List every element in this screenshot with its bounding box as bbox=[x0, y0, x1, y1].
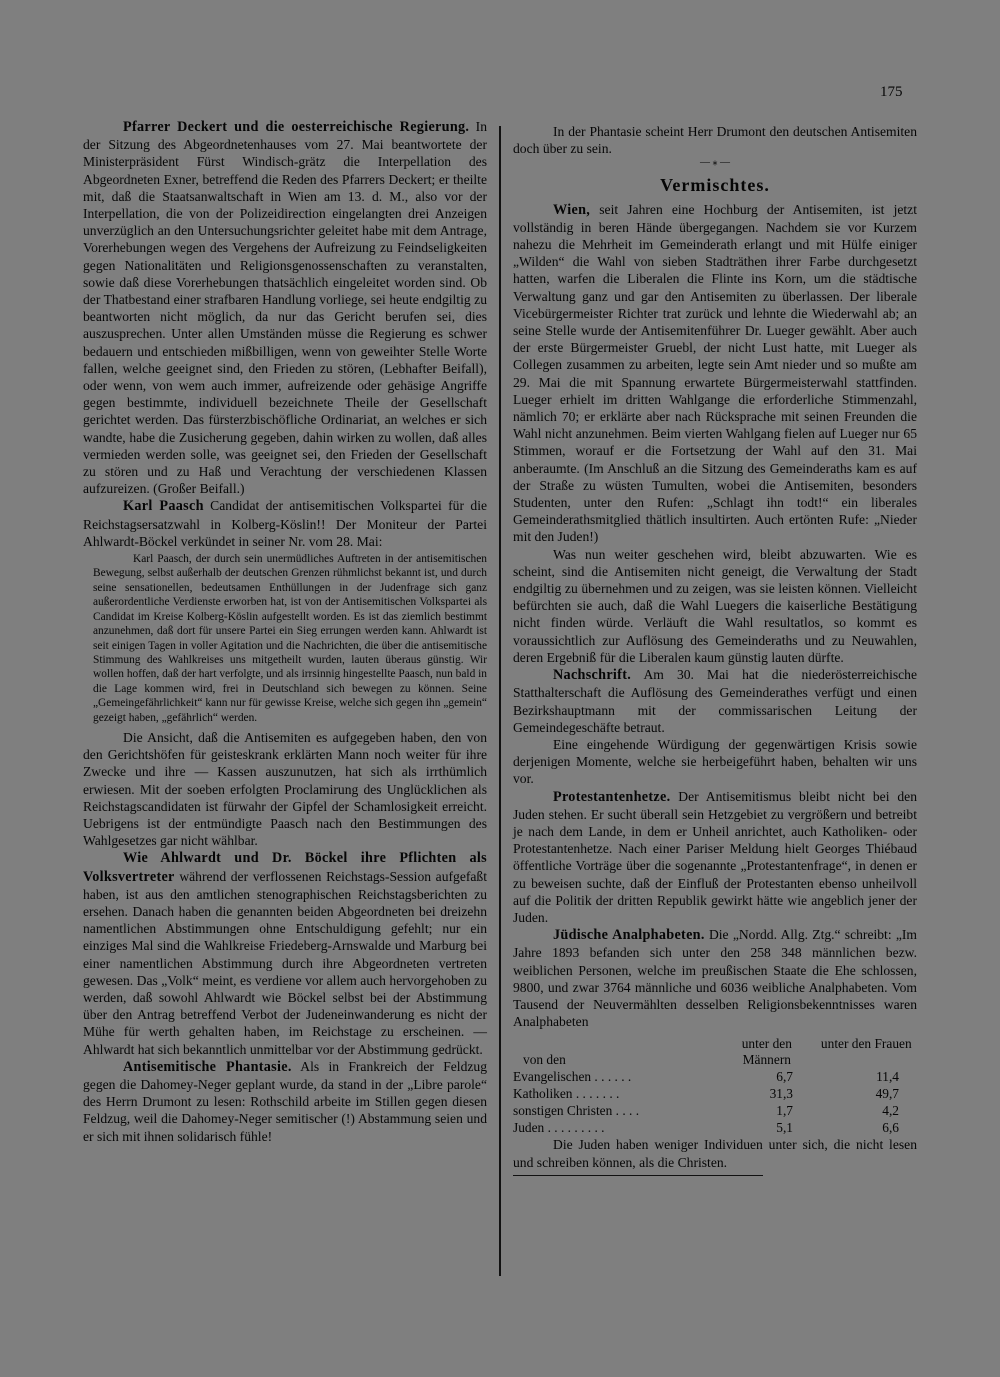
table-cell: 4,2 bbox=[882, 1103, 899, 1119]
table-row bbox=[513, 1068, 917, 1085]
article-body: Als in Frankreich der Feldzug gegen die Dahomey-Neger geplant wurde, da stand in der „Libre parole“ des Herrn Drumont zu lesen: Rothschild arbeite im Stillen gegen diesen Feldzug, weil die Dahomey-Neger semitischer (!) Abstammung seien und er sich mit ihnen solidarisch fühle! bbox=[83, 1058, 487, 1144]
article-paragraph: Was nun weiter geschehen wird, bleibt abzuwarten. Wie es scheint, sind die Antisemiten nicht geneigt, die Verwaltung der Stadt endgiltig zu übernehmen und zu zeigen, was sie leisten können. Vielleicht befürchten sie auch, daß die Wahl Luegers die kaiserliche Bestätigung nicht finden würde. Verläuft die Wahl resultatlos, so kommt es voraussichtlich zur Auflösung des Gemeinderaths und zu Neuwahlen, deren Ergebniß für die Liberalen kaum günstig lauten dürfte. bbox=[513, 546, 917, 665]
article-phantasie bbox=[83, 1058, 487, 1145]
table-header-cell: von den bbox=[523, 1052, 566, 1068]
table-cell: 6,7 bbox=[776, 1069, 793, 1085]
table-row bbox=[513, 1102, 917, 1119]
article-paragraph: Die Ansicht, daß die Antisemiten es aufgegeben haben, den von den Gerichtshöfen für geisteskrank erklärten Mann noch weiter für ihre Zwecke und ihre — Kassen auszunutzen, hat sich als irrthümlich erwiesen. Mit der soeben erfolgten Proclamirung des Unglücklichen als Reichstagscandidaten ist fürwahr der Gipfel der Schamlosigkeit erreicht. Uebrigens ist der entmündigte Paasch nach den Bestimmungen des Wahlgesetzes gar nicht wählbar. bbox=[83, 729, 487, 849]
article-paragraph: Die Juden haben weniger Individuen unter sich, die nicht lesen und schreiben können, als die Christen. bbox=[513, 1137, 917, 1170]
article-heading: Nachschrift. bbox=[553, 667, 632, 684]
article-heading: Protestantenhetze. bbox=[553, 788, 671, 805]
table-header-cell: unter den Männern bbox=[741, 1036, 792, 1068]
article-body: Der Antisemitismus bleibt nicht bei den Juden stehen. Er sucht überall sein Hetzgebiet zu vergrößern und betreibt je nach dem Lande, in dem er Unheil anrichtet, auch Katholiken- oder Protestantenhetze. Nach einer Pariser Meldung hielt Georges Thiébaud öffentliche Vorträge über die sogenannte „Protestantenfrage“, in denen er zu beweisen suchte, daß der Einfluß der Protestanten ebenso unheilvoll auf die Politik der dritten Republik gewirkt hätte wie angeblich jener der Juden. bbox=[513, 788, 917, 925]
article-body: während der verflossenen Reichstags-Session aufgefaßt haben, ist aus den amtlichen stenographischen Reichstagsberichten zu ersehen. Danach haben die genannten beiden Abgeordneten bei dreizehn namentlichen Abstimmungen ohne Entschuldigung gefehlt; nur ein einziges Mal sind die Wahlkreise Friedeberg-Arnswalde und Marburg bei einer namentlichen Abstimmung durch ihre Abgeordneten vertreten gewesen. Das „Volk“ meint, es verdiene vor allem auch hervorgehoben zu werden, daß sowohl Ahlwardt wie Böckel selbst bei der Abstimmung über den Antrag betreffend Verbot der Judeneinwanderung es nicht der Mühe für werth gehalten haben, im Reichstage zu erscheinen. — Ahlwardt hat sich bekanntlich unmittelbar vor der Abstimmung gedrückt. bbox=[83, 868, 487, 1057]
right-column bbox=[513, 123, 917, 1176]
article-heading: Antisemitische Phantasie. bbox=[123, 1058, 292, 1075]
table-cell: 5,1 bbox=[776, 1120, 793, 1136]
article-analphabeten bbox=[513, 926, 917, 1030]
article-body: In der Sitzung des Abgeordnetenhauses vom 27. Mai beantwortete der Ministerpräsident Fürst Windisch-grätz die Interpellation des Abgeordneten Exner, betreffend die Reden des Pfarrers Deckert; er theilte mit, daß die Staatsanwaltschaft in Wien am 13. d. M., also vor der Interpellation, die von der Polizeidirection eingelangten drei Anzeigen unverzüglich an den Untersuchungsrichter geleitet habe mit dem Antrage, Vorerhebungen wegen des Vergehens der Aufreizung zu Feindseligkeiten gegen Nationalitäten und Religionsgenossenschaften zu veranstalten, sowie daß diese Vorerhebungen thatsächlich eingeleitet worden sind. Ob der Thatbestand einer strafbaren Handlung vorliege, sei heute endgiltig zu beantworten nicht möglich, da nur das Gericht berufen sei, dies auszusprechen. Unter allen Umständen müsse die Regierung es schwer bedauern und entschieden mißbilligen, wenn von geweihter Stelle Worte fallen, welche geeignet sind, den Frieden zu stören, (Lebhafter Beifall), oder wenn, von wem auch immer, aufreizende oder gehäsige Angriffe gegen bestimmte, individuell bezeichnete Theile der Gesellschaft gerichtet werden. Das fürsterzbischöfliche Ordinariat, an welches er sich wandte, habe die Zusicherung gegeben, dahin wirken zu wollen, daß alles vermieden werden solle, was geeignet sei, den Frieden der Gesellschaft zu stören und zu Haß und Verachtung der verschiedenen Klassen aufzureizen. (Großer Beifall.) bbox=[83, 119, 487, 497]
table-cell: 31,3 bbox=[769, 1086, 793, 1102]
article-paragraph: Eine eingehende Würdigung der gegenwärtigen Krisis sowie derjenigen Momente, welche sie herbeigeführt haben, behalten wir uns vor. bbox=[513, 736, 917, 787]
table-row bbox=[513, 1085, 917, 1102]
article-heading: Jüdische Analphabeten. bbox=[553, 927, 705, 944]
article-heading: Pfarrer Deckert und die oesterreichische Regierung. bbox=[123, 119, 470, 135]
article-heading: Wien, bbox=[553, 201, 591, 218]
table-cell: Katholiken . . . . . . . bbox=[513, 1086, 620, 1102]
end-rule bbox=[513, 1175, 763, 1176]
article-paasch bbox=[83, 497, 487, 550]
article-ahlwardt-boeckel bbox=[83, 849, 487, 1057]
separator: — ⁎ — bbox=[700, 157, 730, 169]
table-cell: 49,7 bbox=[875, 1086, 899, 1102]
table-cell: 6,6 bbox=[882, 1120, 899, 1136]
article-wien bbox=[513, 201, 917, 546]
article-body: seit Jahren eine Hochburg der Antisemiten, ist jetzt vollständig in beren Hände übergegangen. Nachdem sie vor Kurzem nahezu die Mehrheit im Gemeinderath erlangt und mit Hülfe einiger „Wilden“ die Wahl von sieben Stadträthen ihrer Farbe durchgesetzt hatten, warfen die Liberalen die Flinte ins Korn, um die städtische Verwaltung ganz und gar den Antisemiten zu überlassen. Der liberale Vicebürgermeister Richter trat zurück und lehnte die Wiederwahl ab; an seine Stelle wurde der Antisemitenführer Dr. Lueger gewählt. Aber auch der erste Bürgermeister Gruebl, der nicht Lust hatte, mit Lueger als Collegen zusammen zu arbeiten, legte sein Amt nieder und so mußte am 29. Mai die mit Spannung erwartete Bürgermeisterwahl stattfinden. Lueger erhielt im dritten Wahlgange die erforderliche Stimmenzahl, nämlich 70; er erklärte aber nach Rücksprache mit seinen Freunden die Wahl nicht anzunehmen. Beim vierten Wahlgang fielen auf Lueger nur 65 Stimmen, worauf er die Fortsetzung der Wahl auf den 31. Mai anberaumte. (Im Anschluß an die Sitzung des Gemeinderaths kam es auf der Straße zu wüsten Tumulten, wobei die Antisemiten, besonders Studenten, unter den Rufen: „Schlagt ihn todt!“ ein liberales Gemeinderathsmitglied thätlich insultirten. Auch ertönten Rufe: „Nieder mit den Juden!) bbox=[513, 201, 917, 545]
article-paragraph: In der Phantasie scheint Herr Drumont den deutschen Antisemiten doch über zu sein. bbox=[513, 124, 917, 157]
section-title: Vermischtes. bbox=[660, 175, 770, 196]
article-heading: Wie Ahlwardt und Dr. Böckel ihre Pflichten als Volksvertreter bbox=[83, 850, 487, 885]
table-cell: Juden . . . . . . . . . bbox=[513, 1120, 605, 1136]
table-header bbox=[513, 1036, 917, 1068]
article-protestantenhetze bbox=[513, 788, 917, 927]
quoted-notice: Karl Paasch, der durch sein unermüdliches Auftreten in der antisemitischen Bewegung, selbst außerhalb der deutschen Grenzen rühmlichst bekannt ist, und durch seine sensationellen, bedeutsamen Enthüllungen in der Judenfrage sich ganz außerordentliche Verdienste erworben hat, ist von der Antisemitischen Volkspartei als Candidat im Kreise Kolberg-Köslin aufgestellt worden. Es ist das ziemlich bestimmt anzunehmen, daß dort für unsere Partei ein Sieg errungen werden kann. Ahlwardt ist seit einigen Tagen in voller Agitation und die Nachrichten, die über die antisemitische Stimmung des Wahlkreises uns mitgetheilt wurden, lauten überaus günstig. Wir wollen hoffen, daß der hart verfolgte, und als irrsinnig hingestellte Paasch, nun bald in die Lage kommen wird, frei in Deutschland sich bewegen zu können. Seine „Gemeingefährlichkeit“ kann nur für gewisse Kreise, welche sich gegen ihn „gemein“ gezeigt haben, „gefährlich“ werden. bbox=[93, 553, 487, 724]
article-body: Am 30. Mai hat die niederösterreichische Statthalterschaft die Auflösung des Gemeinderathes verfügt und einen Bezirkshauptmann mit der commissarischen Leitung der Gemeindegeschäfte betraut. bbox=[513, 667, 917, 735]
article-nachschrift bbox=[513, 666, 917, 736]
article-deckert bbox=[83, 118, 487, 497]
page-number: 175 bbox=[880, 84, 903, 100]
column-divider bbox=[499, 126, 501, 1276]
table-header-cell: unter den Frauen bbox=[820, 1036, 912, 1052]
article-body: Candidat der antisemitischen Volkspartei für die Reichstagsersatzwahl in Kolberg-Köslin!! Der Moniteur der Partei Ahlwardt-Böckel verkündet in seiner Nr. vom 28. Mai: bbox=[83, 498, 487, 549]
table-cell: 11,4 bbox=[876, 1069, 899, 1085]
table-cell: sonstigen Christen . . . . bbox=[513, 1103, 640, 1119]
table-cell: Evangelischen . . . . . . bbox=[513, 1069, 632, 1085]
left-column bbox=[83, 118, 487, 1145]
table-row bbox=[513, 1119, 917, 1136]
article-heading: Karl Paasch bbox=[123, 498, 204, 515]
table-cell: 1,7 bbox=[776, 1103, 793, 1119]
article-body: Die „Nordd. Allg. Ztg.“ schreibt: „Im Jahre 1893 befanden sich unter den 258 348 männlichen bezw. weiblichen Personen, welche im preußischen Staate die Ehe schlossen, 9800, und zwar 3764 männliche und 6036 weibliche Analphabeten. Vom Tausend der Neuvermählten desselben Religionsbekenntnisses waren Analphabeten bbox=[513, 927, 917, 1030]
